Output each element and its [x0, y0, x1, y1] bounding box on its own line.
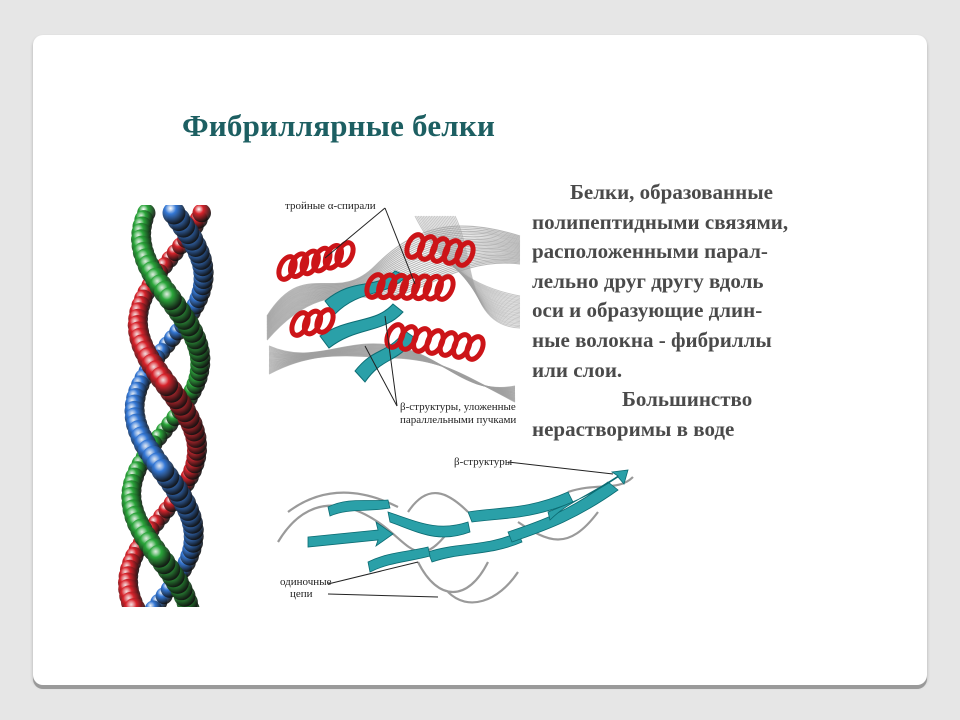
protein-ribbon-diagram: [265, 196, 523, 430]
text-line: полипептидными связями,: [532, 209, 789, 234]
helix-bead-green: [148, 545, 171, 568]
single-chain: [448, 572, 518, 602]
text-line: Белки, образованные: [570, 180, 773, 204]
text-line: расположенными парал-: [532, 239, 768, 264]
text-line: лельно друг другу вдоль: [532, 268, 764, 293]
helix-bead-green: [159, 287, 182, 310]
helix-bead-red: [155, 373, 178, 396]
single-chain: [418, 562, 488, 592]
beta-strand: [388, 512, 470, 537]
coil-strand: [269, 355, 515, 400]
slide-title: Фибриллярные белки: [182, 108, 496, 143]
label-single-chains-line2: цепи: [290, 588, 313, 600]
beta-strand: [328, 500, 390, 516]
coil-strand: [269, 354, 515, 399]
text-line: оси и образующие длин-: [532, 298, 763, 323]
coil-strand: [269, 355, 515, 401]
text-line: Большинство: [622, 387, 753, 412]
label-single-chains-line1: одиночные: [280, 576, 332, 588]
label-beta-structures: β-структуры: [454, 456, 513, 468]
leader-line: [508, 462, 613, 474]
slide-body-text: [532, 178, 847, 444]
label-beta-structures-line2: параллельными пучками: [400, 414, 517, 426]
triple-helix-illustration: [112, 205, 237, 607]
label-beta-structures-line1: β-структуры, уложенные: [400, 401, 516, 413]
text-line: ные волокна - фибриллы: [532, 327, 772, 352]
beta-structure-figure: [268, 452, 638, 612]
label-triple-alpha-helices: тройные α-спирали: [285, 200, 376, 212]
text-line: нерастворимы в воде: [532, 416, 735, 441]
coil-strand: [269, 356, 515, 402]
protein-structure-figure: [265, 196, 523, 430]
leader-line: [328, 594, 438, 597]
helix-bead-blue: [151, 459, 174, 482]
text-line: или слои.: [532, 357, 623, 382]
single-chain: [408, 493, 468, 512]
coil-strand: [269, 355, 515, 401]
beta-strand: [308, 522, 393, 547]
coil-strand: [269, 354, 515, 399]
